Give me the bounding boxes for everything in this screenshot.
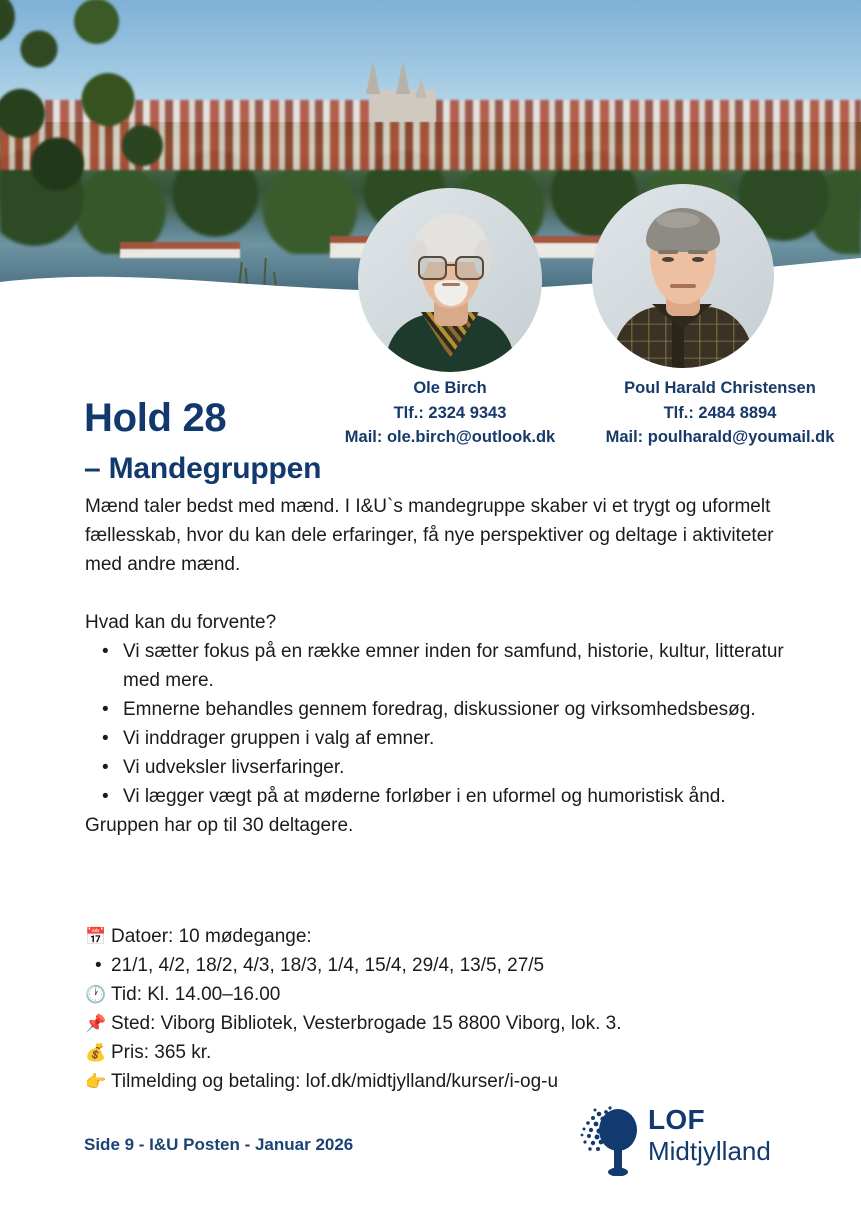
intro-paragraph: Mænd taler bedst med mænd. I I&U`s mandegruppe skaber vi et trygt og uformelt fællesskab, hvor du kan dele erfaringer, få nye perspektiver og deltage i aktiviteter med andre mænd. bbox=[85, 496, 774, 575]
list-item: • Vi inddrager gruppen i valg af emner. bbox=[123, 724, 785, 753]
footer-page-info: Side 9 - I&U Posten - Januar 2026 bbox=[84, 1135, 354, 1154]
list-item: • Vi lægger vægt på at møderne forløber i en uformel og humoristisk ånd. bbox=[123, 782, 785, 811]
clock-icon: 🕐 bbox=[85, 985, 107, 1004]
dates-list: • 21/1, 4/2, 18/2, 4/3, 18/3, 1/4, 15/4, 29/4, 13/5, 27/5 bbox=[111, 951, 805, 980]
price-label: Pris: 365 kr. bbox=[111, 1042, 212, 1063]
expectations-list bbox=[85, 637, 785, 811]
lof-logo bbox=[578, 1104, 788, 1180]
avatar-poul-harald-christensen bbox=[592, 184, 774, 368]
expectations-question: Hvad kan du forvente? bbox=[85, 612, 277, 633]
dates-label: Datoer: 10 mødegange: bbox=[111, 926, 312, 947]
eyeglasses-icon bbox=[418, 256, 484, 276]
time-label: Tid: Kl. 14.00–16.00 bbox=[111, 984, 281, 1005]
contact-mail[interactable]: Mail: ole.birch@outlook.dk bbox=[344, 428, 556, 447]
place-label: Sted: Viborg Bibliotek, Vesterbrogade 15 8800 Viborg, lok. 3. bbox=[111, 1013, 622, 1034]
page-title: Hold 28 bbox=[84, 396, 227, 440]
viborg-cathedral-silhouette bbox=[352, 60, 456, 122]
capacity-note: Gruppen har op til 30 deltagere. bbox=[85, 815, 354, 836]
signup-row[interactable] bbox=[85, 1067, 805, 1096]
contact-phone: Tlf.: 2484 8894 bbox=[663, 403, 777, 422]
calendar-icon: 📅 bbox=[85, 927, 107, 946]
pushpin-icon: 📌 bbox=[85, 1014, 107, 1033]
time-row bbox=[85, 980, 805, 1009]
signup-label[interactable]: Tilmelding og betaling: lof.dk/midtjylland/kurser/i-og-u bbox=[111, 1071, 559, 1092]
course-description bbox=[85, 492, 785, 840]
contact-name: Poul Harald Christensen bbox=[624, 379, 816, 397]
contact-name: Ole Birch bbox=[413, 379, 487, 397]
contact-mail[interactable]: Mail: poulharald@youmail.dk bbox=[605, 428, 835, 447]
list-item: • Emnerne behandles gennem foredrag, diskussioner og virksomhedsbesøg. bbox=[123, 695, 785, 724]
contact-ole-birch bbox=[310, 376, 590, 450]
lof-tree-logo-icon bbox=[578, 1104, 640, 1176]
avatar-ole-birch bbox=[358, 188, 542, 372]
practical-info-block bbox=[85, 922, 805, 1096]
lof-logo-name: LOF bbox=[648, 1104, 705, 1135]
contact-phone: Tlf.: 2324 9343 bbox=[393, 403, 507, 422]
foreground-tree bbox=[0, 0, 200, 210]
price-row bbox=[85, 1038, 805, 1067]
money-bag-icon: 💰 bbox=[85, 1043, 107, 1062]
pointing-finger-icon: 👉 bbox=[85, 1072, 107, 1091]
place-row bbox=[85, 1009, 805, 1038]
page-subtitle: – Mandegruppen bbox=[84, 452, 322, 485]
lof-logo-region: Midtjylland bbox=[648, 1136, 771, 1166]
lof-logo-text bbox=[648, 1106, 771, 1164]
list-item: • Vi sætter fokus på en række emner inden for samfund, historie, kultur, litteratur med mere. bbox=[123, 637, 785, 695]
contact-poul-harald-christensen bbox=[555, 376, 861, 450]
list-item: • Vi udveksler livserfaringer. bbox=[123, 753, 785, 782]
dates-row bbox=[85, 922, 805, 951]
